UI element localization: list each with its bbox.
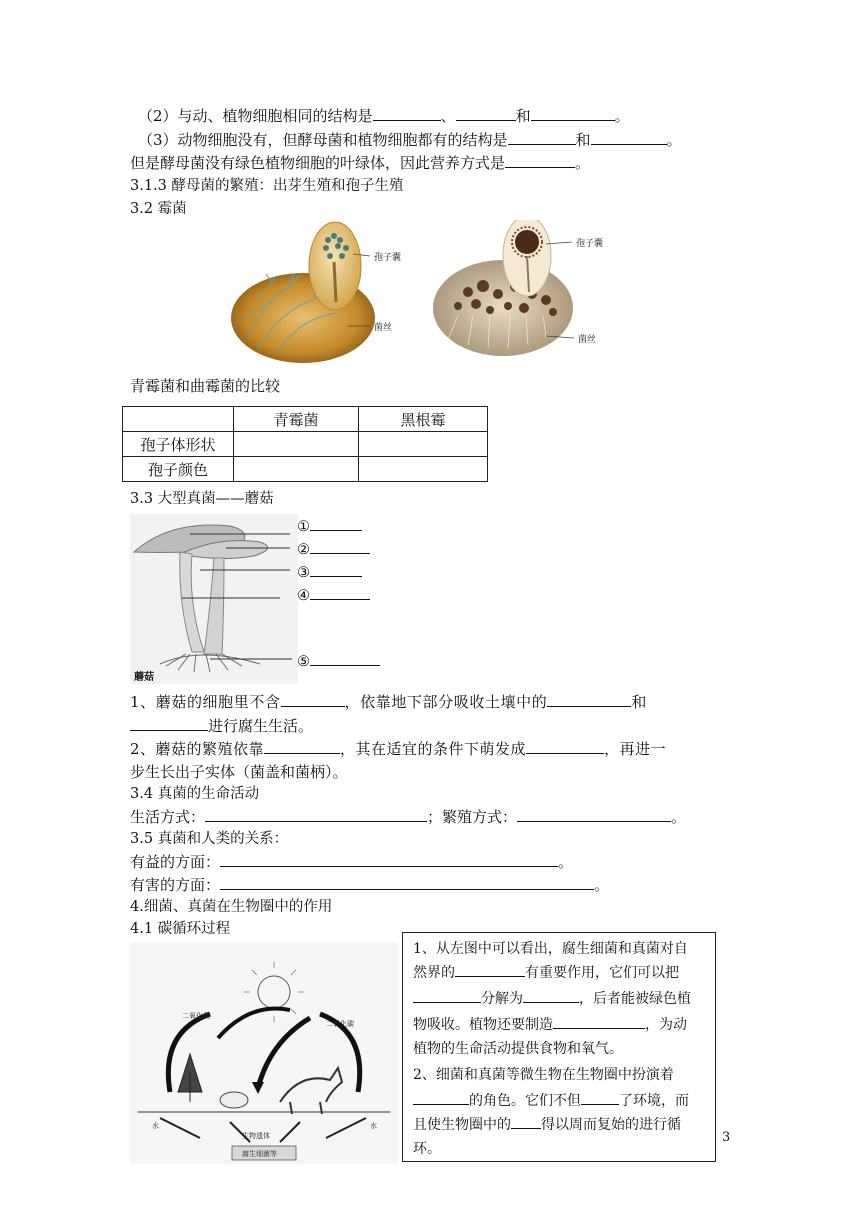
harmful-line: 有害的方面： 。: [130, 876, 610, 894]
box-line: 的角色。它们不但 了环境，而: [413, 1089, 709, 1113]
blank[interactable]: [547, 692, 631, 707]
blank[interactable]: [591, 130, 667, 145]
blank[interactable]: [413, 1090, 469, 1105]
mushroom-label-4: ④: [297, 585, 370, 604]
mushroom-figure: [130, 514, 298, 684]
blank[interactable]: [531, 106, 615, 121]
box-line: 物吸收。植物还要制造 ，为动: [413, 1013, 709, 1037]
table-header: [123, 407, 234, 432]
hyphae-label: 菌丝: [578, 335, 597, 345]
blank[interactable]: [220, 852, 558, 867]
hyphae-label: 菌丝: [374, 323, 393, 333]
blank[interactable]: [310, 562, 362, 577]
carbon-cycle-question-box: [402, 932, 716, 1162]
mushroom-label-1: ①: [297, 516, 362, 535]
comparison-table: [122, 406, 488, 482]
blank[interactable]: [373, 106, 441, 121]
box-line: 环。: [413, 1141, 441, 1157]
blank[interactable]: [505, 153, 575, 168]
section-3-5: 3.5 真菌和人类的关系：: [130, 831, 289, 847]
compare-title: 青霉菌和曲霉菌的比较: [130, 377, 281, 395]
blank[interactable]: [264, 739, 340, 754]
question-3-continued: 但是酵母菌没有绿色植物细胞的叶绿体，因此营养方式是 。: [130, 154, 591, 172]
table-cell[interactable]: [234, 457, 359, 482]
blank[interactable]: [526, 739, 604, 754]
mushroom-label-3: ③: [297, 562, 362, 581]
table-row: [123, 432, 488, 457]
co2-label-left: 二氧化碳: [182, 1012, 210, 1020]
question-2: （2）与动、植物细胞相同的结构是 、 和 。: [138, 107, 630, 125]
box-line: 2、细菌和真菌等微生物在生物圈中扮演着: [413, 1067, 674, 1083]
water-label-right: 水: [370, 1122, 377, 1130]
blank[interactable]: [310, 539, 370, 554]
box-line: 然界的 有重要作用，它们可以把: [413, 961, 709, 985]
blank[interactable]: [310, 516, 362, 531]
section-3-2: 3.2 霉菌: [130, 201, 187, 217]
blank[interactable]: [523, 988, 579, 1003]
decomposers-label: 腐生细菌等: [242, 1150, 277, 1158]
table-cell[interactable]: [234, 432, 359, 457]
table-header: 青霉菌: [234, 407, 359, 432]
co2-label-right: 二氧化碳: [326, 1020, 354, 1028]
mushroom-question-1: 1、蘑菇的细胞里不含 ，依靠地下部分吸收土壤中的 和: [130, 693, 647, 711]
blank[interactable]: [220, 875, 594, 890]
blank[interactable]: [205, 807, 427, 822]
blank[interactable]: [456, 106, 516, 121]
box-line: 分解为 ，后者能被绿色植: [413, 987, 709, 1011]
blank[interactable]: [413, 988, 481, 1003]
box-line: 1、从左图中可以看出，腐生细菌和真菌对自: [413, 941, 688, 957]
mushroom-label-2: ②: [297, 539, 370, 558]
blank[interactable]: [553, 1014, 645, 1029]
rhizopus-figure: [428, 220, 618, 358]
mushroom-question-2-continued: 步生长出子实体（菌盖和菌柄）。: [130, 763, 348, 781]
blank[interactable]: [130, 716, 208, 731]
section-3-3: 3.3 大型真菌——蘑菇: [130, 491, 274, 507]
sporangium-label: 孢子囊: [576, 239, 604, 249]
box-line: 且使生物圈中的 得以周而复始的进行循: [413, 1113, 709, 1137]
table-header-row: [123, 407, 488, 432]
row-label: 孢子体形状: [123, 432, 234, 457]
table-row: [123, 457, 488, 482]
blank[interactable]: [310, 651, 380, 666]
mushroom-question-2: 2、蘑菇的繁殖依靠 ，其在适宜的条件下萌发成 ，再进一: [130, 740, 667, 758]
table-header: 黑根霉: [359, 407, 488, 432]
blank[interactable]: [455, 962, 525, 977]
blank[interactable]: [508, 130, 576, 145]
mushroom-question-1-continued: 进行腐生生活。: [130, 716, 313, 736]
carbon-cycle-figure: [130, 942, 398, 1164]
blank[interactable]: [310, 585, 370, 600]
penicillium-figure: [228, 218, 418, 366]
blank[interactable]: [511, 1114, 541, 1129]
section-3-1-3: 3.1.3 酵母菌的繁殖：出芽生殖和孢子生殖: [130, 178, 404, 194]
box-line: 植物的生命活动提供食物和氧气。: [413, 1041, 623, 1057]
table-cell[interactable]: [359, 432, 488, 457]
beneficial-line: 有益的方面： 。: [130, 853, 574, 871]
question-3: （3）动物细胞没有，但酵母菌和植物细胞都有的结构是 和 。: [138, 131, 682, 149]
water-label-left: 水: [152, 1122, 159, 1130]
remains-label: 生物遗体: [242, 1132, 270, 1140]
mushroom-caption: 蘑菇: [134, 672, 154, 683]
page-number: 3: [722, 1130, 731, 1145]
section-4-1: 4.1 碳循环过程: [130, 921, 231, 937]
row-label: 孢子颜色: [123, 457, 234, 482]
table-cell[interactable]: [359, 457, 488, 482]
life-activity-line: 生活方式： ；繁殖方式： 。: [130, 808, 687, 826]
section-4: 4.细菌、真菌在生物圈中的作用: [130, 899, 333, 915]
section-3-4: 3.4 真菌的生命活动: [130, 786, 260, 802]
blank[interactable]: [517, 807, 671, 822]
blank[interactable]: [581, 1090, 619, 1105]
sporangium-label: 孢子囊: [374, 253, 402, 263]
mushroom-label-5: ⑤: [297, 651, 380, 670]
blank[interactable]: [281, 692, 345, 707]
